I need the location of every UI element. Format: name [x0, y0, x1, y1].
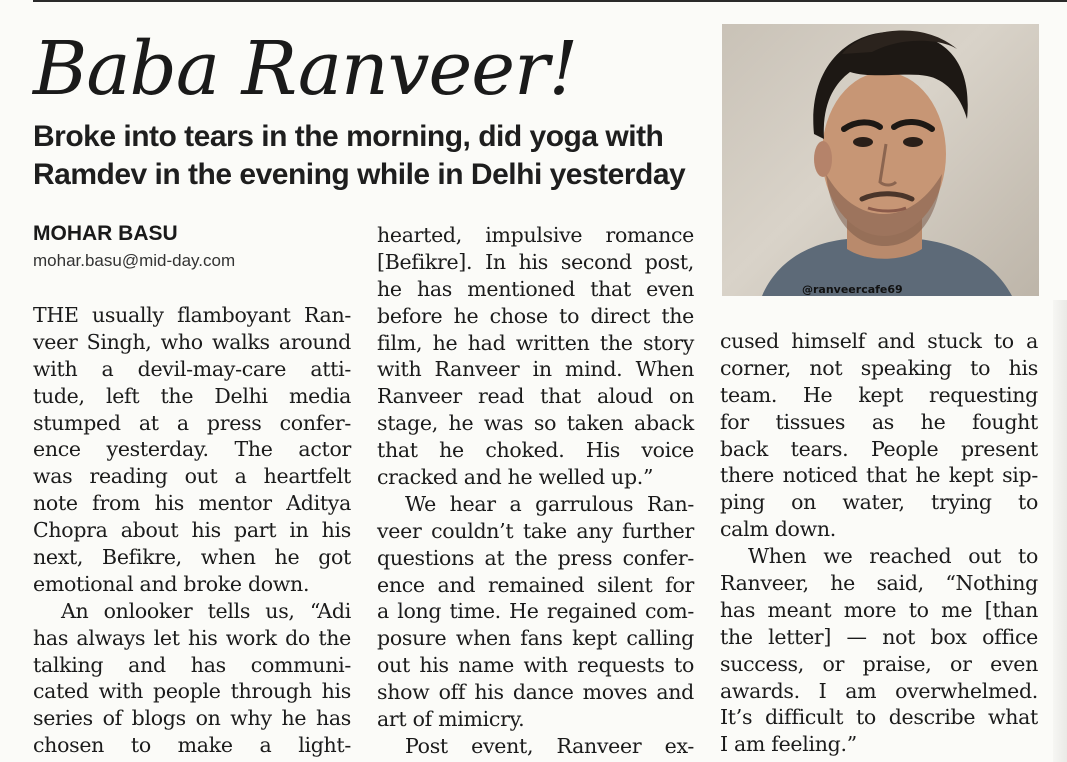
body-line: THE usually flamboyant Ran-: [33, 303, 351, 327]
body-line: Ranveer, he said, “Nothing: [720, 571, 1038, 596]
portrait-illustration: [722, 24, 1039, 296]
actor-portrait-photo: [722, 24, 1039, 296]
body-line: art of mimicry.: [377, 707, 525, 732]
body-line: emotional and broke down.: [33, 571, 310, 596]
body-column-3: [720, 328, 1038, 758]
body-line: that he choked. His voice: [377, 438, 694, 463]
byline-author: MOHAR BASU: [33, 222, 178, 245]
body-line: with Ranveer in mind. When: [377, 357, 694, 382]
body-line: out his name with requests to: [377, 653, 694, 678]
body-line: ping on water, trying to: [720, 490, 1038, 515]
body-line: calm down.: [720, 517, 836, 542]
body-line: cracked and he welled up.”: [377, 465, 654, 490]
body-column-2: [377, 222, 694, 760]
body-line: for tissues as he fought: [720, 409, 1038, 434]
subheadline: Broke into tears in the morning, did yoga with Ramdev in the evening while in Delhi yesterday: [33, 120, 686, 191]
body-line: has meant more to me [than: [720, 597, 1038, 622]
photo-credit: @ranveercafe69: [802, 283, 903, 296]
body-line: ence and remained silent for: [377, 572, 694, 597]
body-line: show off his dance moves and: [377, 680, 694, 705]
body-line: back tears. People present: [720, 436, 1038, 461]
byline-email: mohar.basu@mid-day.com: [33, 251, 236, 270]
top-rule: [33, 0, 1067, 2]
body-line: chosen to make a light-: [33, 733, 351, 758]
body-line: questions at the press confer-: [377, 545, 694, 570]
body-line: When we reached out to: [748, 544, 1038, 569]
body-line: cated with people through his: [33, 679, 351, 704]
body-line: I am feeling.”: [720, 732, 857, 757]
body-line: stage, he was so taken aback: [377, 411, 694, 436]
body-line: ence yesterday. The actor: [33, 437, 351, 462]
body-line: tude, left the Delhi media: [33, 383, 351, 408]
body-line: hearted, impulsive romance: [377, 223, 694, 247]
body-line: Chopra about his part in his: [33, 518, 351, 543]
body-line: before he chose to direct the: [377, 303, 694, 328]
body-line: there noticed that he kept sip-: [720, 463, 1038, 488]
body-line: veer Singh, who walks around: [33, 329, 351, 354]
body-line: with a devil-may-care atti-: [33, 356, 351, 381]
body-line: talking and has communi-: [33, 652, 351, 677]
body-line: the letter] — not box office: [720, 624, 1038, 649]
body-line: next, Befikre, when he got: [33, 545, 351, 570]
body-line: has always let his work do the: [33, 625, 351, 650]
body-line: success, or praise, or even: [720, 651, 1038, 676]
body-line: he has mentioned that even: [377, 276, 694, 301]
body-line: awards. I am overwhelmed.: [720, 678, 1038, 703]
body-line: stumped at a press confer-: [33, 410, 351, 435]
body-line: We hear a garrulous Ran-: [405, 491, 694, 516]
body-line: posure when fans kept calling: [377, 626, 694, 651]
body-line: film, he had written the story: [377, 330, 694, 355]
body-line: cused himself and stuck to a: [720, 329, 1038, 353]
body-line: It’s difficult to describe what: [720, 705, 1038, 730]
body-line: Post event, Ranveer ex-: [405, 733, 694, 758]
body-line: was reading out a heartfelt: [33, 464, 351, 489]
body-line: series of blogs on why he has: [33, 706, 351, 731]
body-line: An onlooker tells us, “Adi: [61, 598, 351, 623]
body-line: [Befikre]. In his second post,: [377, 249, 694, 274]
page-edge-shadow: [1053, 300, 1067, 762]
body-line: Ranveer read that aloud on: [377, 384, 694, 409]
body-line: a long time. He regained com-: [377, 599, 694, 624]
body-line: team. He kept requesting: [720, 382, 1038, 407]
headline: Baba Ranveer!: [33, 26, 578, 112]
body-line: corner, not speaking to his: [720, 355, 1038, 380]
body-line: note from his mentor Aditya: [33, 491, 351, 516]
body-column-1: [33, 302, 351, 759]
body-line: veer couldn’t take any further: [377, 518, 694, 543]
